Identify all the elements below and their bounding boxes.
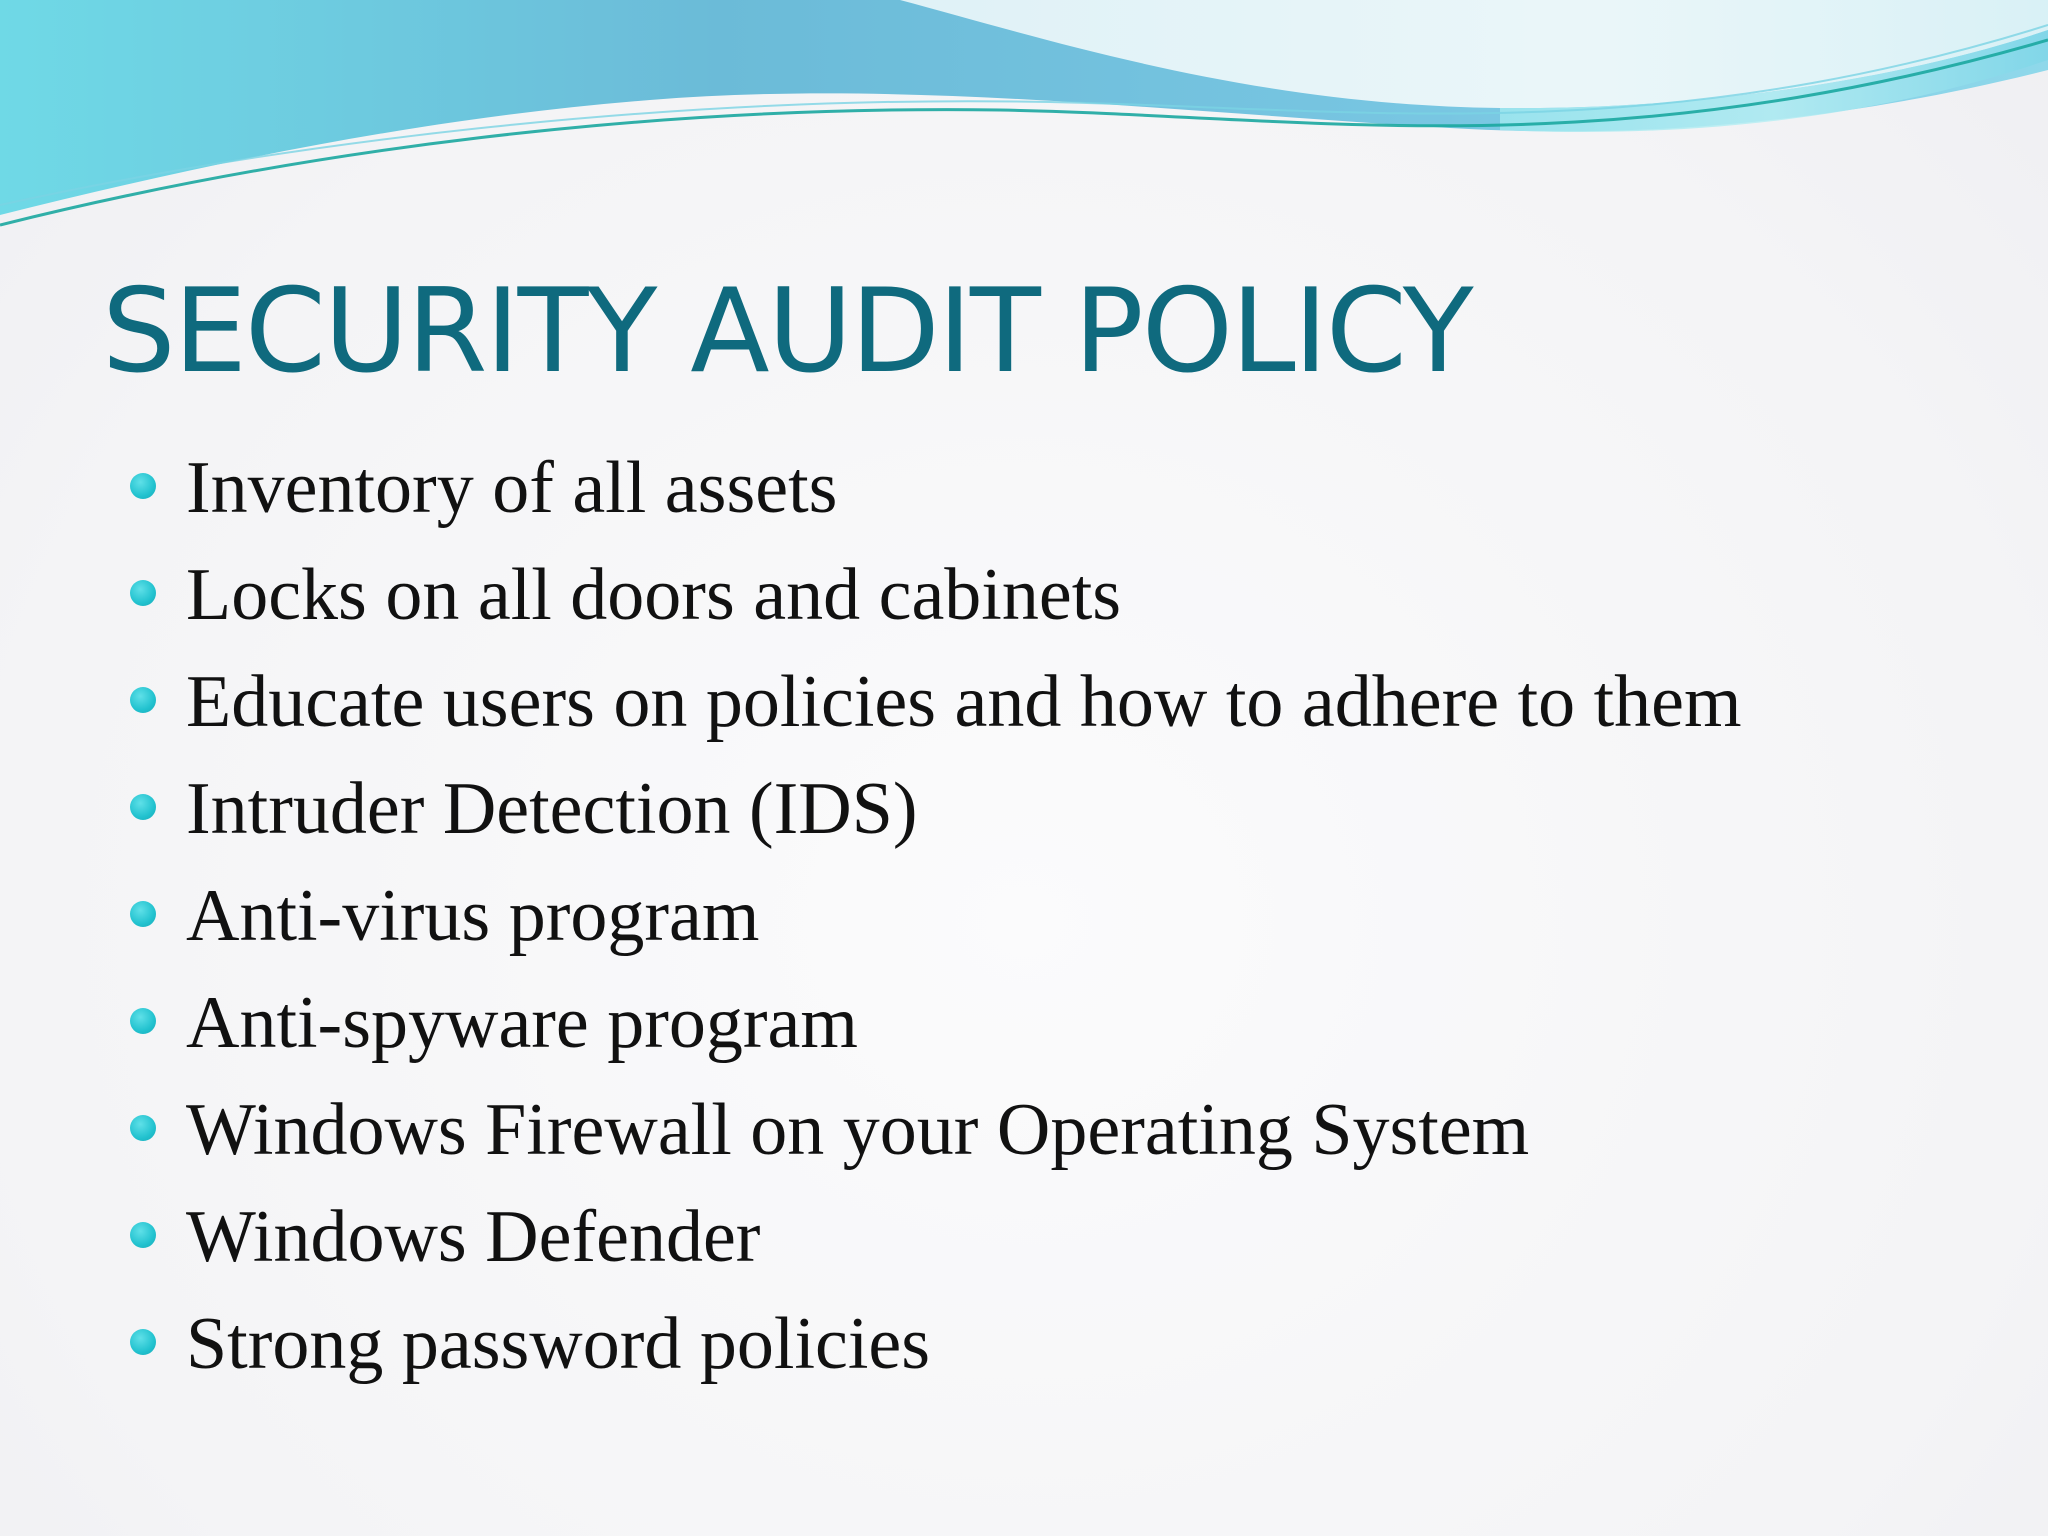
header-wave-decoration xyxy=(0,0,2048,240)
slide-title: SECURITY AUDIT POLICY xyxy=(102,264,1472,399)
list-item xyxy=(128,443,1742,550)
bullet-dot-icon xyxy=(130,687,156,713)
bullet-text: Windows Defender xyxy=(186,1196,761,1278)
bullet-list xyxy=(128,443,1742,1406)
list-item xyxy=(128,657,1742,764)
list-item xyxy=(128,764,1742,871)
bullet-dot-icon xyxy=(130,580,156,606)
bullet-text: Educate users on policies and how to adhere to them xyxy=(186,661,1742,743)
bullet-dot-icon xyxy=(130,473,156,499)
list-item xyxy=(128,871,1742,978)
bullet-text: Windows Firewall on your Operating System xyxy=(186,1089,1530,1171)
list-item xyxy=(128,550,1742,657)
bullet-dot-icon xyxy=(130,1008,156,1034)
bullet-dot-icon xyxy=(130,1329,156,1355)
bullet-text: Locks on all doors and cabinets xyxy=(186,554,1122,636)
bullet-text: Strong password policies xyxy=(186,1303,931,1385)
list-item xyxy=(128,978,1742,1085)
list-item xyxy=(128,1192,1742,1299)
bullet-dot-icon xyxy=(130,1115,156,1141)
bullet-text: Inventory of all assets xyxy=(186,447,838,529)
bullet-text: Anti-spyware program xyxy=(186,982,858,1064)
bullet-text: Intruder Detection (IDS) xyxy=(186,768,918,850)
list-item xyxy=(128,1299,1742,1406)
bullet-text: Anti-virus program xyxy=(186,875,760,957)
bullet-dot-icon xyxy=(130,794,156,820)
bullet-dot-icon xyxy=(130,901,156,927)
bullet-dot-icon xyxy=(130,1222,156,1248)
list-item xyxy=(128,1085,1742,1192)
